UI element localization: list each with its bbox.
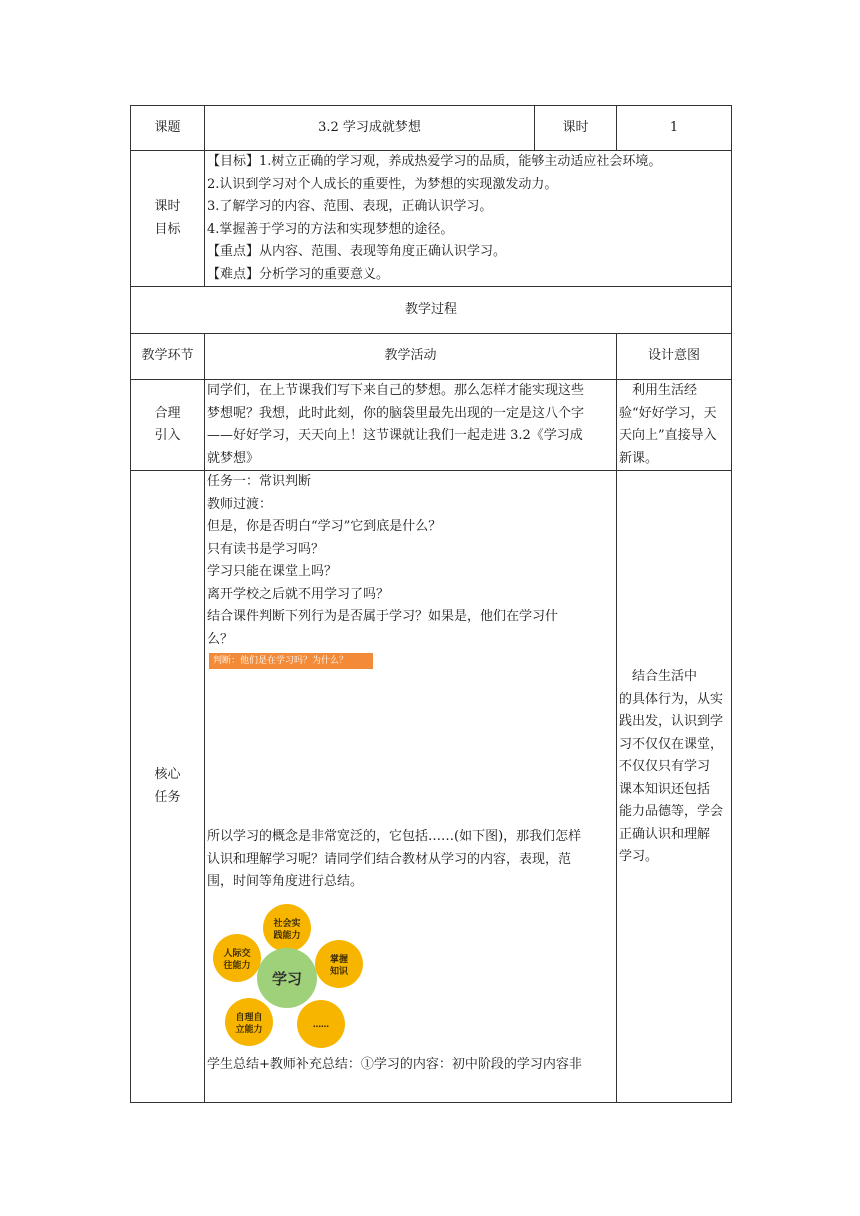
core-intent: 结合生活中 的具体行为，从实 践出发，认识到学 习不仅仅在课堂， 不仅仅只有学习 课本知识还包括 能力品德等，学会 正确认识和理解 学习。 (617, 471, 732, 1103)
core-row (131, 471, 732, 1103)
intro-line: 就梦想》 (207, 450, 260, 466)
petal-label: 立能力 (235, 1024, 263, 1035)
objective-line: 4.掌握善于学习的方法和实现梦想的途径。 (207, 221, 454, 237)
column-header-stage: 教学环节 (131, 334, 205, 380)
topic-value: 3.2 学习成就梦想 (205, 106, 535, 151)
intro-line: 同学们，在上节课我们写下来自己的梦想。那么怎样才能实现这些 (207, 383, 585, 398)
column-header-intent: 设计意图 (617, 334, 732, 380)
header-row (131, 106, 732, 151)
petal-label: 人际交 (223, 948, 251, 959)
petal-label: 社会实 (273, 918, 301, 929)
petal-label: 自理自 (235, 1012, 263, 1023)
intro-activity (205, 380, 617, 471)
intro-line: 梦想呢？我想，此时此刻，你的脑袋里最先出现的一定是这八个字 (207, 405, 585, 421)
key-point-line: 【重点】从内容、范围、表现等角度正确认识学习。 (207, 244, 507, 259)
difficulty-line: 【难点】分析学习的重要意义。 (207, 266, 390, 282)
petal-label: 掌握 (329, 954, 349, 965)
period-value: 1 (617, 106, 732, 151)
objectives-content (205, 151, 732, 287)
intro-line: ——好好学习，天天向上！这节课就让我们一起走进 3.2《学习成 (207, 428, 583, 443)
topic-label: 课题 (131, 106, 205, 151)
learning-petal-diagram (207, 894, 615, 1054)
intro-row (131, 380, 732, 471)
column-header-row (131, 334, 732, 380)
core-stage: 核心 任务 (131, 471, 205, 1103)
objective-line: 【目标】1.树立正确的学习观，养成热爱学习的品质，能够主动适应社会环境。 (207, 154, 662, 169)
center-learning-label: 学习 (271, 969, 303, 988)
judgment-illustration: 判断：他们是在学习吗？为什么？ 学习 养老院 (207, 651, 615, 826)
core-activity: 任务一：常识判断 教师过渡： 但是，你是否明白“学习”它到底是什么？ 只有读书是学习吗？ 学习只能在课堂上吗？ 离开学校之后就不用学习了吗？ 结合课件判断下列行为是否属于学习？如果是，他们在学习什 么？ 判断：他们是在学习吗？为什么？ 学习 养老院 所以学习的概念是非常宽泛的，它包括……(如下图)，那我们怎样 认识和理解学习呢？请同学们结合教材从学习的内容，表现，范 围，时间等角度进行总结。 学习 社会实 践能力 掌握 知识 …… 自理自 立能力 人际交 往能力 学生总结+教师补充总结：①学习的内容：初中阶段的学习内容非 (205, 471, 617, 1103)
objective-line: 2.认识到学习对个人成长的重要性，为梦想的实现激发动力。 (207, 176, 558, 192)
intro-intent: 利用生活经 验“好好学习，天 天向上”直接导入 新课。 (617, 380, 732, 471)
column-header-activity: 教学活动 (205, 334, 617, 380)
objectives-label: 课时 目标 (131, 151, 205, 287)
petal-label: …… (313, 1019, 329, 1029)
lesson-plan-table (130, 105, 732, 1103)
summary-line: 学生总结+教师补充总结：①学习的内容：初中阶段的学习内容非 (207, 1056, 582, 1072)
process-title-row (131, 287, 732, 334)
petal-diagram-svg (209, 904, 379, 1054)
petal-label: 往能力 (223, 960, 251, 971)
period-label: 课时 (535, 106, 617, 151)
process-title: 教学过程 (131, 287, 732, 334)
objectives-row (131, 151, 732, 287)
petal-label: 知识 (329, 966, 349, 977)
petal-label: 践能力 (273, 930, 301, 941)
illustration-title: 判断：他们是在学习吗？为什么？ (209, 653, 373, 669)
intro-stage: 合理 引入 (131, 380, 205, 471)
objective-line: 3.了解学习的内容、范围、表现，正确认识学习。 (207, 199, 493, 214)
